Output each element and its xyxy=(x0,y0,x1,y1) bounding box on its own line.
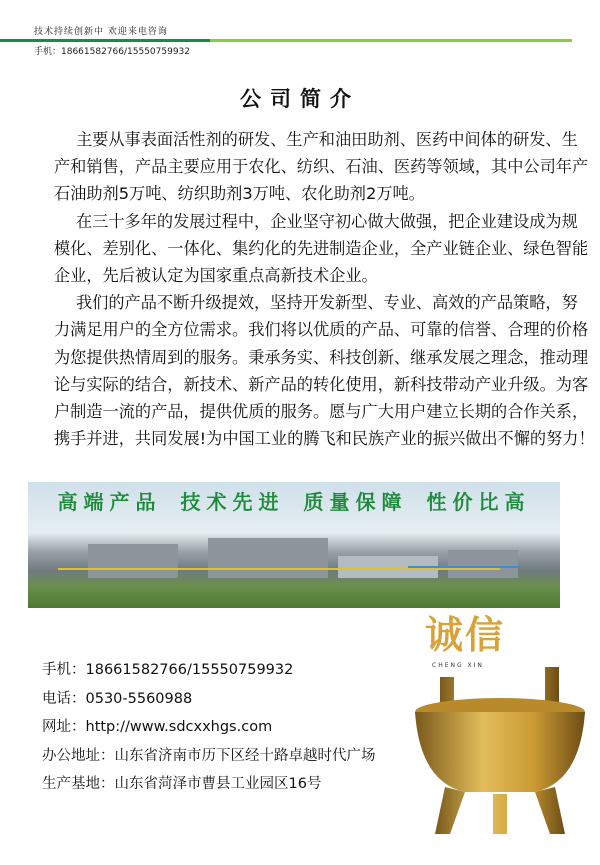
chengxin-logo: 诚信 xyxy=(425,612,506,657)
building xyxy=(208,538,328,578)
chengxin-logo-sub: CHENG XIN xyxy=(432,662,484,669)
paragraph-1 xyxy=(54,126,589,208)
text-line: 为您提供热情周到的服务。秉承务实、科技创新、继承发展之理念，推动理 xyxy=(54,347,589,367)
pipeline xyxy=(408,566,520,568)
company-intro xyxy=(54,126,595,452)
factory-banner-image xyxy=(28,482,560,608)
text-line: 携手并进，共同发展!为中国工业的腾飞和民族产业的振兴做出不懈的努力！ xyxy=(54,429,595,449)
text-line: 力满足用户的全方位需求。我们将以优质的产品、可靠的信誉、合理的价格 xyxy=(54,320,589,340)
contact-office: 办公地址：山东省济南市历下区经十路卓越时代广场 xyxy=(42,747,376,764)
contact-mobile: 手机：18661582766/15550759932 xyxy=(42,662,294,678)
text-line: 论与实际的结合，新技术、新产品的转化使用，新科技带动产业升级。为客 xyxy=(54,374,589,394)
header-divider-light xyxy=(210,39,572,42)
text-line: 石油助剂5万吨、纺织助剂3万吨、农化助剂2万吨。 xyxy=(54,184,425,204)
text-line: 产和销售，产品主要应用于农化、纺织、石油、医药等领域，其中公司年产 xyxy=(54,157,589,177)
contact-factory: 生产基地：山东省菏泽市曹县工业园区16号 xyxy=(42,776,322,793)
building xyxy=(88,544,178,578)
text-line: 主要从事表面活性剂的研发、生产和油田助剂、医药中间体的研发、生 xyxy=(76,130,578,149)
header-divider-dark xyxy=(0,39,210,42)
contact-website: 网址：http://www.sdcxxhgs.com xyxy=(42,719,273,736)
paragraph-2 xyxy=(54,208,589,290)
banner-slogans xyxy=(28,490,560,514)
text-line: 模化、差别化、一体化、集约化的先进制造企业，全产业链企业、绿色智能 xyxy=(54,238,589,258)
header-slogan: 技术持续创新中 欢迎来电咨询 xyxy=(34,27,168,37)
contact-info xyxy=(42,656,376,799)
slogan: 高端产品 xyxy=(57,490,162,514)
text-line: 在三十多年的发展过程中，企业坚守初心做大做强，把企业建设成为规 xyxy=(76,211,578,231)
header-phone: 手机：18661582766/15550759932 xyxy=(34,47,191,57)
paragraph-3 xyxy=(54,289,595,452)
contact-phone: 电话：0530-5560988 xyxy=(42,690,193,707)
text-line: 我们的产品不断升级提效，坚持开发新型、专业、高效的产品策略，努 xyxy=(76,293,578,313)
slogan: 技术先进 xyxy=(180,490,285,514)
page-title: 公司简介 xyxy=(240,86,360,111)
pipeline xyxy=(58,568,500,570)
text-line: 户制造一流的产品，提供优质的服务。愿与广大用户建立长期的合作关系， xyxy=(54,402,589,422)
slogan: 性价比高 xyxy=(426,490,531,514)
building xyxy=(448,550,518,578)
text-line: 企业，先后被认定为国家重点高新技术企业。 xyxy=(54,266,378,286)
slogan: 质量保障 xyxy=(303,490,408,514)
